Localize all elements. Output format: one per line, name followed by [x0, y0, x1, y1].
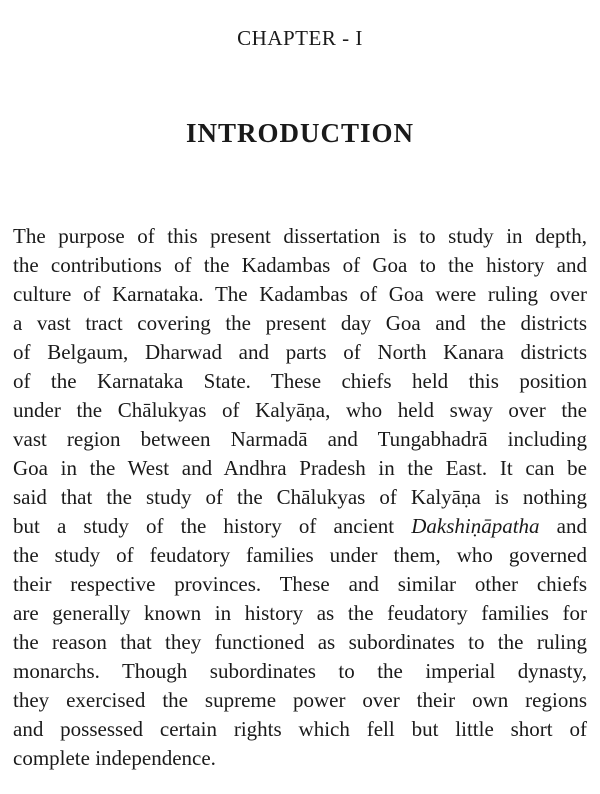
- paragraph-line: the study of feudatory families under them, who governed: [13, 543, 587, 567]
- line-text-before: but a study of the history of ancient: [13, 514, 412, 538]
- paragraph-line-last: complete independence.: [13, 746, 216, 770]
- paragraph-line: The purpose of this present dissertation is to study in depth,: [13, 224, 587, 248]
- chapter-label: CHAPTER - I: [237, 26, 363, 50]
- paragraph-line: vast region between Narmadā and Tungabhadrā including: [13, 427, 587, 451]
- paragraph-line: a vast tract covering the present day Goa and the districts: [13, 311, 587, 335]
- paragraph-line: culture of Karnataka. The Kadambas of Goa were ruling over: [13, 282, 587, 306]
- paragraph-line: under the Chālukyas of Kalyāṇa, who held sway over the: [13, 398, 587, 422]
- paragraph-line: monarchs. Though subordinates to the imperial dynasty,: [13, 659, 587, 683]
- italic-term: Dakshiṇāpatha: [411, 514, 540, 538]
- line-text-after: and: [539, 514, 587, 538]
- paragraph-line: of Belgaum, Dharwad and parts of North Kanara districts: [13, 340, 587, 364]
- paragraph-line: Goa in the West and Andhra Pradesh in the East. It can be: [13, 456, 587, 480]
- paragraph-line: they exercised the supreme power over their own regions: [13, 688, 587, 712]
- paragraph-line: said that the study of the Chālukyas of Kalyāṇa is nothing: [13, 485, 587, 509]
- intro-paragraph: [13, 222, 587, 773]
- chapter-title: INTRODUCTION: [185, 118, 415, 148]
- paragraph-line: are generally known in history as the feudatory families for: [13, 601, 587, 625]
- paragraph-line: the reason that they functioned as subordinates to the ruling: [13, 630, 587, 654]
- paragraph-line: the contributions of the Kadambas of Goa to the history and: [13, 253, 587, 277]
- paragraph-line: their respective provinces. These and similar other chiefs: [13, 572, 587, 596]
- paragraph-line: of the Karnataka State. These chiefs held this position: [13, 369, 587, 393]
- paragraph-line: and possessed certain rights which fell but little short of: [13, 717, 587, 741]
- paragraph-line-with-italic: [13, 512, 587, 541]
